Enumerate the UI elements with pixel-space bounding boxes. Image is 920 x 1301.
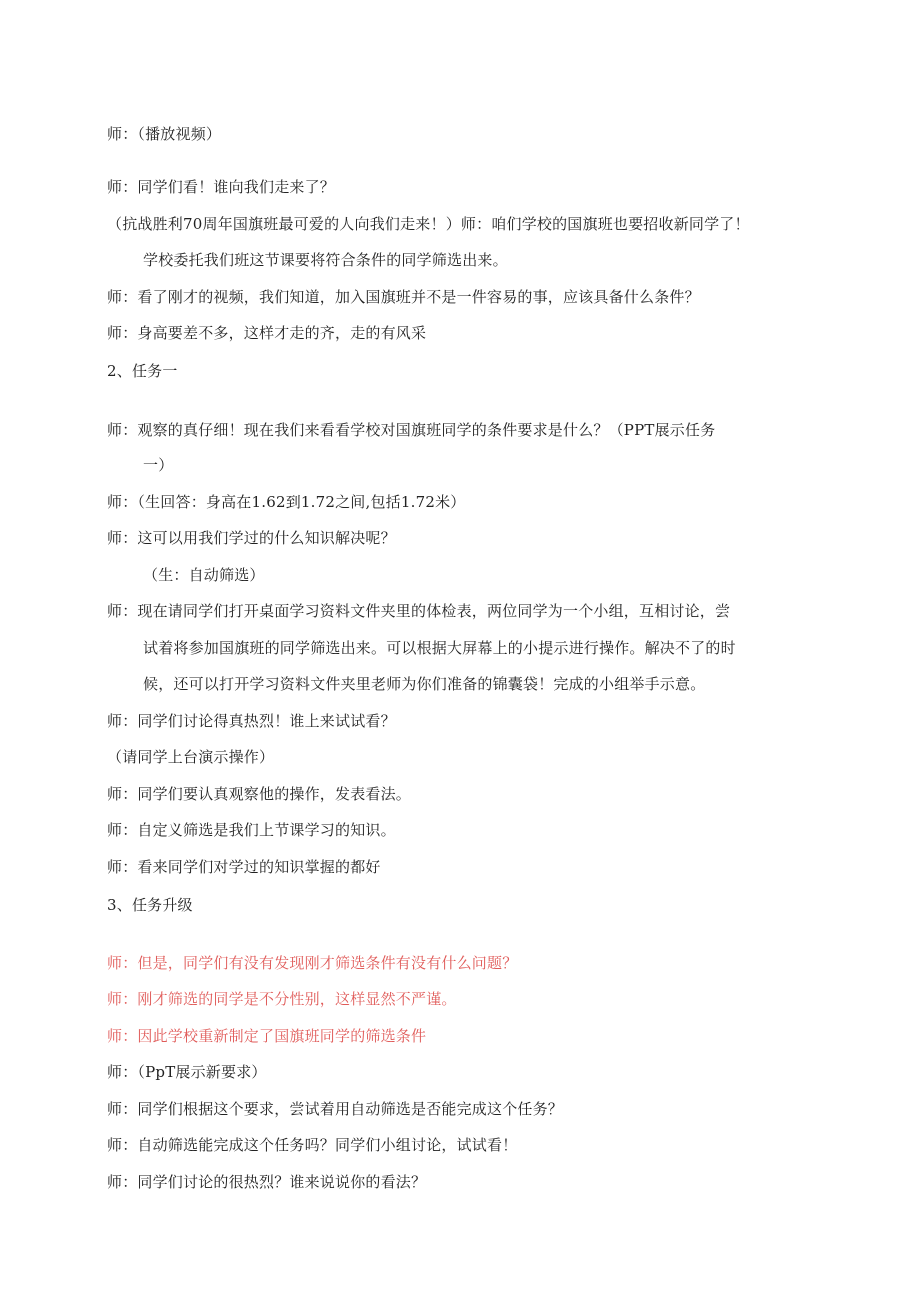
dialogue-line: 师：自定义筛选是我们上节课学习的知识。: [107, 821, 396, 839]
dialogue-line: 候，还可以打开学习资料文件夹里老师为你们准备的锦囊袋！完成的小组举手示意。: [143, 675, 706, 693]
highlighted-line: 师：但是，同学们有没有发现刚才筛选条件有没有什么问题？: [107, 954, 518, 972]
dialogue-line: 师：（生回答：身高在1.62到1.72之间,包括1.72米）: [107, 493, 466, 511]
dialogue-line: 师：（播放视频）: [107, 125, 222, 143]
dialogue-line: 师：观察的真仔细！现在我们来看看学校对国旗班同学的条件要求是什么？（PPT展示任务: [107, 421, 716, 439]
dialogue-line: 试着将参加国旗班的同学筛选出来。可以根据大屏幕上的小提示进行操作。解决不了的时: [143, 639, 736, 657]
dialogue-line: 学校委托我们班这节课要将符合条件的同学筛选出来。: [143, 251, 508, 269]
highlighted-line: 师：刚才筛选的同学是不分性别，这样显然不严谨。: [107, 990, 457, 1008]
dialogue-line: 师：看了刚才的视频，我们知道，加入国旗班并不是一件容易的事，应该具备什么条件？: [107, 288, 700, 306]
dialogue-line: 师：自动筛选能完成这个任务吗？同学们小组讨论，试试看！: [107, 1136, 518, 1154]
dialogue-line: 师：同学们看！谁向我们走来了？: [107, 178, 336, 196]
dialogue-line: （抗战胜利70周年国旗班最可爱的人向我们走来！）师：咱们学校的国旗班也要招收新同学了！: [107, 215, 750, 233]
dialogue-line: 师：（PpT展示新要求）: [107, 1063, 267, 1081]
dialogue-line: 师：同学们根据这个要求，尝试着用自动筛选是否能完成这个任务？: [107, 1100, 564, 1118]
dialogue-line: 师：身高要差不多，这样才走的齐，走的有风采: [107, 324, 427, 342]
dialogue-line: （生：自动筛选）: [143, 566, 265, 584]
dialogue-line: 师：看来同学们对学过的知识掌握的都好: [107, 858, 381, 876]
dialogue-line: 一）: [143, 456, 174, 474]
dialogue-line: 师：同学们讨论的很热烈？谁来说说你的看法？: [107, 1173, 427, 1191]
dialogue-line: （请同学上台演示操作）: [107, 748, 275, 766]
section-heading: 3、任务升级: [107, 896, 193, 914]
dialogue-line: 师：这可以用我们学过的什么知识解决呢？: [107, 529, 396, 547]
dialogue-line: 师：同学们讨论得真热烈！谁上来试试看？: [107, 712, 396, 730]
dialogue-line: 师：现在请同学们打开桌面学习资料文件夹里的体检表，两位同学为一个小组，互相讨论，尝: [107, 602, 731, 620]
highlighted-line: 师：因此学校重新制定了国旗班同学的筛选条件: [107, 1027, 427, 1045]
dialogue-line: 师：同学们要认真观察他的操作，发表看法。: [107, 785, 412, 803]
section-heading: 2、任务一: [107, 362, 178, 380]
